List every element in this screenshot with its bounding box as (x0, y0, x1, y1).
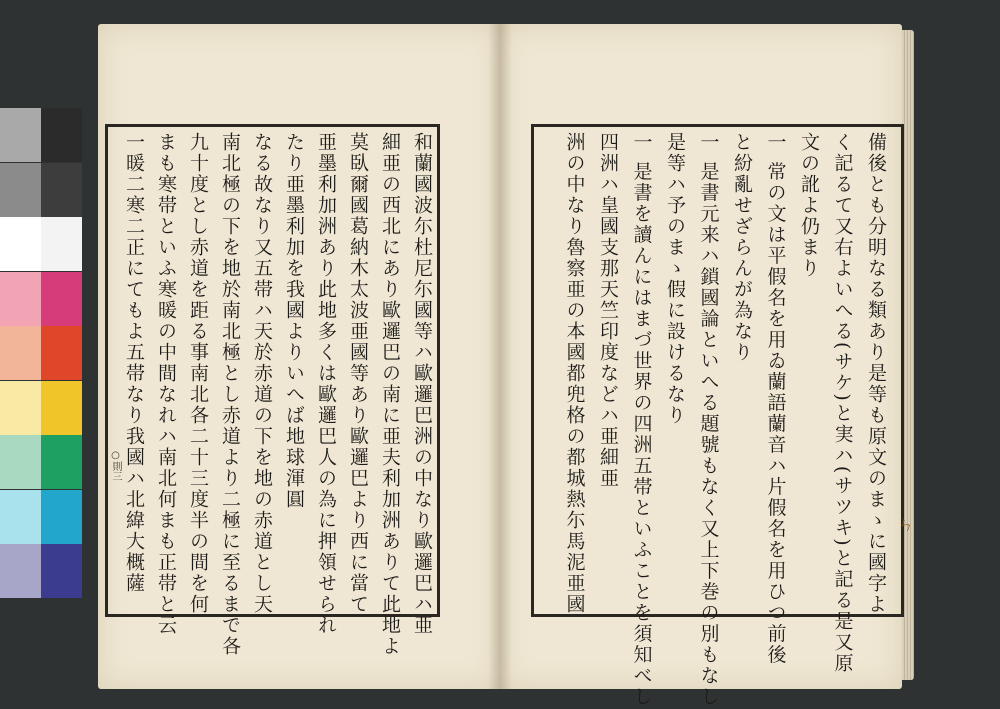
color-swatch (0, 381, 41, 435)
text-column: 南北極の下を地於南北極とし赤道より二極に至るまで各 (219, 132, 241, 657)
color-swatch (0, 163, 41, 217)
binding-mark: ㄣ (898, 515, 915, 534)
text-column: 一 常の文は平假名を用ゐ蘭語蘭音ハ片假名を用ひつ前後 (764, 132, 787, 666)
text-column: 文の訛よ仍まり (798, 132, 820, 279)
text-column: 九十度とし赤道を距る事南北各二十三度半の間を何 (187, 132, 209, 615)
color-calibration-strip (0, 108, 82, 600)
color-swatch (41, 272, 82, 326)
text-column: 四洲ハ皇國支那天竺印度などハ亜細亜 (597, 132, 619, 489)
text-column: 備後とも分明なる類あり是等も原文のまゝに國字よ (865, 132, 887, 615)
color-swatch (0, 544, 41, 598)
text-column: 一 是書を讀んにはまづ世界の四洲五帯といふことを須知べし (630, 132, 653, 708)
text-column: と紛亂せざらんが為なり (731, 132, 753, 363)
color-swatch (41, 108, 82, 162)
page-number: ○則三 (110, 450, 121, 481)
text-column: 洲の中なり魯察亜の本國都兜格の都城熱尓馬泥亜國 (563, 132, 586, 615)
text-column: 一 是書元来ハ鎖國論といへる題號もなく又上下巻の別もなし (697, 132, 720, 708)
color-swatch (41, 435, 82, 489)
text-column: く記るて又右よいへる(サケ)と実ハ(サツキ)と記る是又原 (831, 132, 854, 674)
color-swatch (41, 544, 82, 598)
color-swatch (41, 163, 82, 217)
color-swatch (0, 326, 41, 380)
book-gutter (488, 24, 512, 689)
color-swatch (41, 381, 82, 435)
text-column: まも寒帯といふ寒暖の中間なれハ南北何まも正帯と云 (155, 132, 177, 636)
text-column: 一暖二寒二正にてもよ五帯なり我國ハ北緯大概薩 (123, 132, 145, 594)
text-column: 和蘭國波尓杜尼尓國等ハ歐邏巴洲の中なり歐邏巴ハ亜 (411, 132, 433, 636)
text-column: 亜墨利加洲あり此地多くは歐邏巴人の為に押領せられ (315, 132, 337, 636)
color-swatch (41, 326, 82, 380)
text-column: たり亜墨利加を我國よりいへば地球渾圓 (283, 132, 305, 510)
text-column: なる故なり又五帯ハ天於赤道の下を地の赤道とし天 (251, 132, 273, 615)
color-swatch (0, 490, 41, 544)
color-swatch (41, 217, 82, 271)
color-swatch (0, 272, 41, 326)
text-column: 細亜の西北にあり歐邏巴の南に亜夫利加洲ありて此地よ (379, 132, 401, 657)
color-swatch (41, 490, 82, 544)
text-column: 是等ハ予のまゝ假に設けるなり (664, 132, 686, 426)
color-swatch (0, 217, 41, 271)
text-column: 莫臥爾國葛納木太波亜國等あり歐邏巴より西に當て (347, 132, 369, 615)
color-swatch (0, 435, 41, 489)
color-swatch (0, 108, 41, 162)
